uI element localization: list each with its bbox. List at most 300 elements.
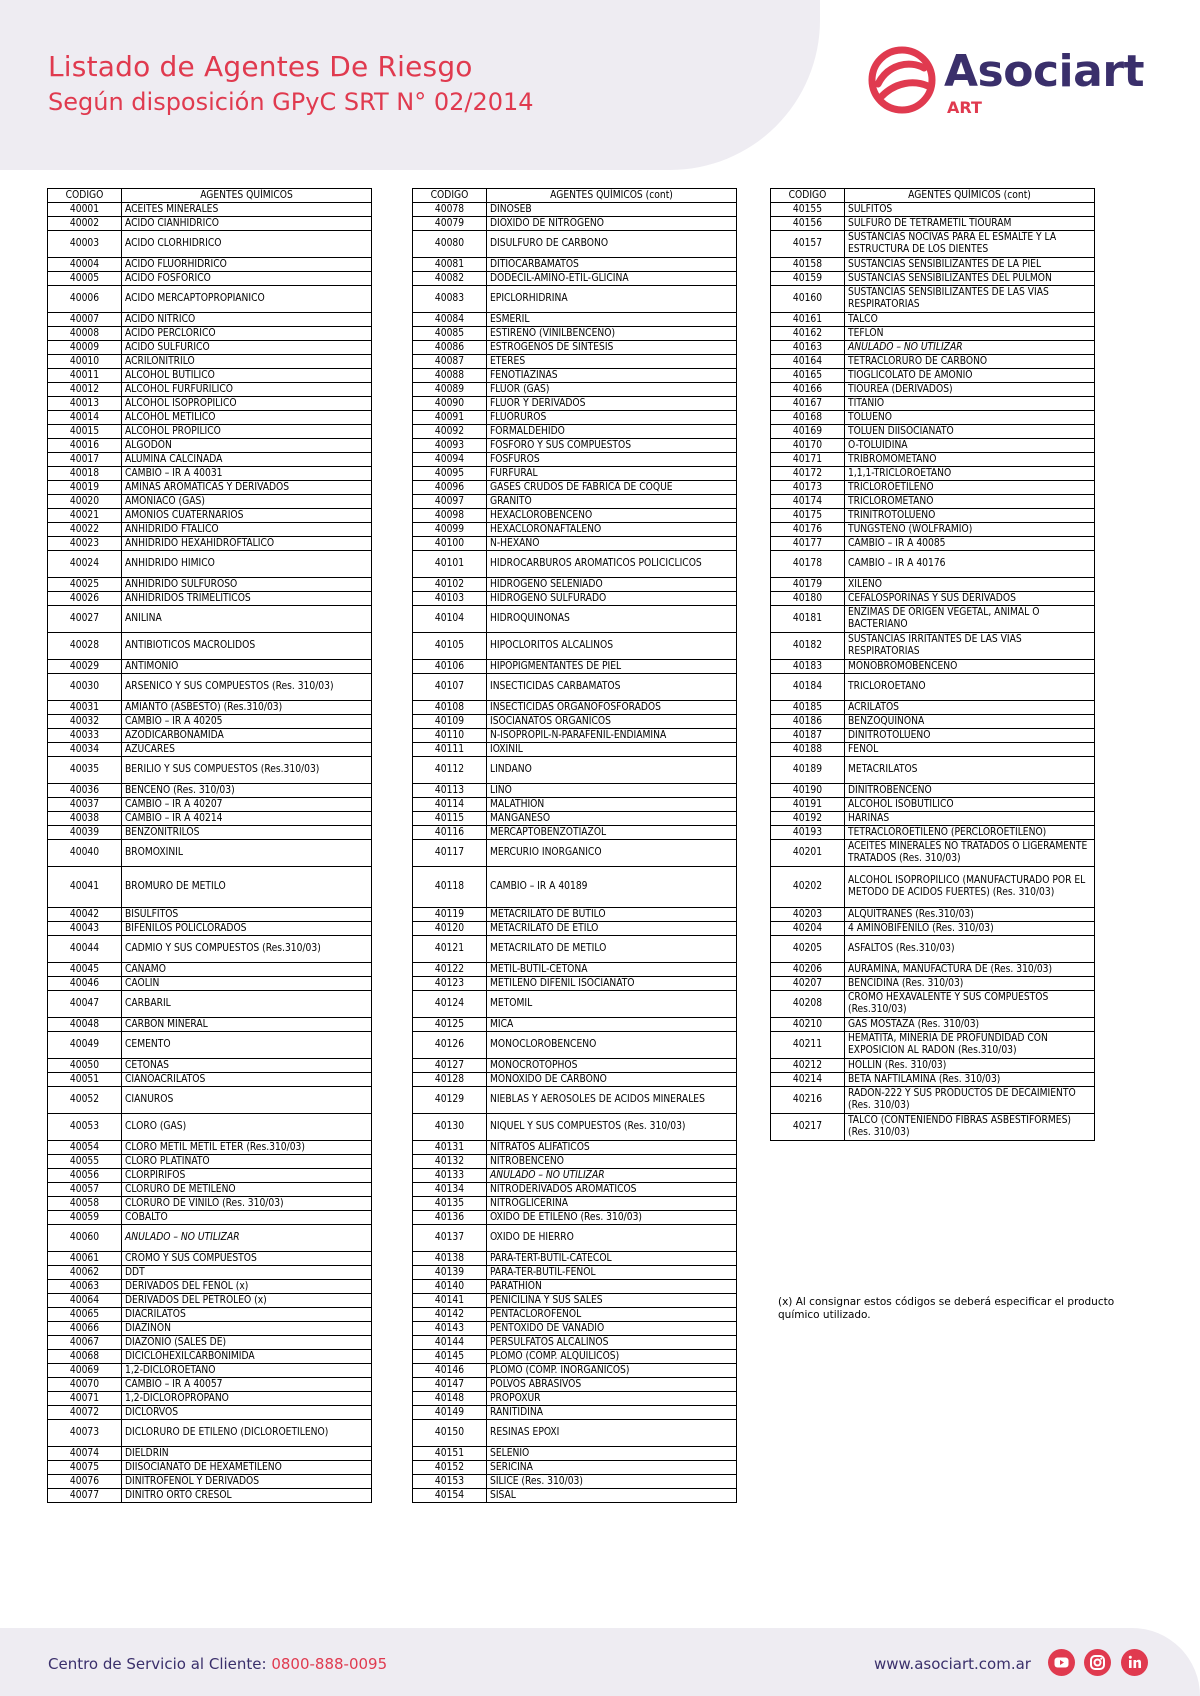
- table-row: [48, 936, 372, 963]
- table-row: [48, 1169, 372, 1183]
- agent-code: 40162: [771, 327, 845, 341]
- agent-name: DINOSEB: [487, 203, 737, 217]
- agent-name: ANULADO – NO UTILIZAR: [122, 1225, 372, 1252]
- agent-name: AMINAS AROMATICAS Y DERIVADOS: [122, 481, 372, 495]
- agent-name: FLUOR (GAS): [487, 383, 737, 397]
- agent-code: 40183: [771, 660, 845, 674]
- agent-name: COBALTO: [122, 1211, 372, 1225]
- table-row: [413, 784, 737, 798]
- agent-name: MICA: [487, 1018, 737, 1032]
- agent-code: 40035: [48, 757, 122, 784]
- table-row: [413, 977, 737, 991]
- agents-table-1: [47, 188, 372, 1503]
- agent-name: HIDROQUINONAS: [487, 606, 737, 633]
- table-row: [771, 523, 1095, 537]
- agent-name: TETRACLOROETILENO (PERCLOROETILENO): [845, 826, 1095, 840]
- table-row: [413, 397, 737, 411]
- agent-name: FLUORUROS: [487, 411, 737, 425]
- table-row: [48, 784, 372, 798]
- agent-name: TITANIO: [845, 397, 1095, 411]
- linkedin-icon[interactable]: [1121, 1649, 1148, 1676]
- agent-name: CEMENTO: [122, 1032, 372, 1059]
- agent-name: TRICLOROMETANO: [845, 495, 1095, 509]
- agent-code: 40094: [413, 453, 487, 467]
- agent-name: RESINAS EPOXI: [487, 1420, 737, 1447]
- agent-name: ACRILONITRILO: [122, 355, 372, 369]
- agent-code: 40074: [48, 1447, 122, 1461]
- customer-service-label: Centro de Servicio al Cliente:: [48, 1655, 272, 1673]
- agent-code: 40118: [413, 867, 487, 908]
- agent-name: CAMBIO – IR A 40057: [122, 1378, 372, 1392]
- agent-code: 40130: [413, 1114, 487, 1141]
- agent-name: MANGANESO: [487, 812, 737, 826]
- agent-code: 40134: [413, 1183, 487, 1197]
- table-row: [771, 840, 1095, 867]
- agent-name: CLORURO DE METILENO: [122, 1183, 372, 1197]
- agent-name: ACIDO PERCLORICO: [122, 327, 372, 341]
- agent-name: HARINAS: [845, 812, 1095, 826]
- agent-name: IOXINIL: [487, 743, 737, 757]
- agent-code: 40109: [413, 715, 487, 729]
- table-row: [48, 1392, 372, 1406]
- table-row: [771, 327, 1095, 341]
- agent-code: 40058: [48, 1197, 122, 1211]
- table-row: [771, 867, 1095, 908]
- agent-name: DICLORVOS: [122, 1406, 372, 1420]
- agent-code: 40104: [413, 606, 487, 633]
- agent-name: CLORO (GAS): [122, 1114, 372, 1141]
- table-row: [771, 743, 1095, 757]
- agent-code: 40005: [48, 272, 122, 286]
- agent-code: 40169: [771, 425, 845, 439]
- agent-name: ALCOHOL FURFURILICO: [122, 383, 372, 397]
- table-row: [48, 231, 372, 258]
- agent-code: 40055: [48, 1155, 122, 1169]
- agent-name: DIACRILATOS: [122, 1308, 372, 1322]
- instagram-icon[interactable]: [1084, 1649, 1111, 1676]
- table-row: [413, 1336, 737, 1350]
- agent-name: NITROBENCENO: [487, 1155, 737, 1169]
- youtube-icon[interactable]: [1048, 1649, 1075, 1676]
- agent-name: DIOXIDO DE NITROGENO: [487, 217, 737, 231]
- agent-code: 40116: [413, 826, 487, 840]
- agent-name: PENICILINA Y SUS SALES: [487, 1294, 737, 1308]
- agent-name: CAÑAMO: [122, 963, 372, 977]
- table-row: [413, 369, 737, 383]
- agent-code: 40159: [771, 272, 845, 286]
- agent-name: DIELDRIN: [122, 1447, 372, 1461]
- agent-code: 40110: [413, 729, 487, 743]
- agent-code: 40070: [48, 1378, 122, 1392]
- agent-name: BENCENO (Res. 310/03): [122, 784, 372, 798]
- table-row: [413, 798, 737, 812]
- table-row: [413, 1197, 737, 1211]
- agent-name: CAMBIO – IR A 40205: [122, 715, 372, 729]
- table-row: [48, 743, 372, 757]
- agent-name: ANILINA: [122, 606, 372, 633]
- table-row: [48, 1280, 372, 1294]
- table-row: [413, 715, 737, 729]
- agent-name: TRINITROTOLUENO: [845, 509, 1095, 523]
- agent-code: 40050: [48, 1059, 122, 1073]
- table-row: [413, 1087, 737, 1114]
- agent-code: 40052: [48, 1087, 122, 1114]
- table-row: [413, 592, 737, 606]
- agent-name: DICICLOHEXILCARBONIMIDA: [122, 1350, 372, 1364]
- agent-name: METILENO DIFENIL ISOCIANATO: [487, 977, 737, 991]
- agent-code: 40089: [413, 383, 487, 397]
- agent-name: SISAL: [487, 1489, 737, 1503]
- brand-logo[interactable]: [868, 44, 1168, 120]
- brand-sub: ART: [947, 98, 982, 117]
- table-row: [771, 467, 1095, 481]
- agent-code: 40143: [413, 1322, 487, 1336]
- table-row: [413, 701, 737, 715]
- agent-code: 40039: [48, 826, 122, 840]
- table-row: [413, 1211, 737, 1225]
- agent-code: 40079: [413, 217, 487, 231]
- table-row: [413, 1461, 737, 1475]
- table-row: [771, 606, 1095, 633]
- table-row: [48, 578, 372, 592]
- table-row: [413, 812, 737, 826]
- agent-name: DINITROBENCENO: [845, 784, 1095, 798]
- table-row: [48, 1447, 372, 1461]
- table-row: [48, 1018, 372, 1032]
- agent-code: 40042: [48, 908, 122, 922]
- agent-code: 40048: [48, 1018, 122, 1032]
- website-link[interactable]: www.asociart.com.ar: [874, 1655, 1031, 1673]
- table-row: [48, 1087, 372, 1114]
- agent-code: 40014: [48, 411, 122, 425]
- agent-code: 40115: [413, 812, 487, 826]
- agent-name: FOSFUROS: [487, 453, 737, 467]
- agent-code: 40020: [48, 495, 122, 509]
- agent-code: 40023: [48, 537, 122, 551]
- agent-code: 40006: [48, 286, 122, 313]
- table-row: [48, 1322, 372, 1336]
- agent-code: 40179: [771, 578, 845, 592]
- table-row: [48, 1461, 372, 1475]
- table-row: [771, 203, 1095, 217]
- table-row: [413, 757, 737, 784]
- table-row: [771, 729, 1095, 743]
- table-row: [413, 1018, 737, 1032]
- agent-code: 40188: [771, 743, 845, 757]
- agent-code: 40204: [771, 922, 845, 936]
- agent-code: 40059: [48, 1211, 122, 1225]
- table-row: [48, 1266, 372, 1280]
- table-row: [48, 467, 372, 481]
- table-row: [771, 411, 1095, 425]
- agent-code: 40017: [48, 453, 122, 467]
- agent-code: 40081: [413, 258, 487, 272]
- table-row: [48, 425, 372, 439]
- table-row: [771, 397, 1095, 411]
- agent-code: 40157: [771, 231, 845, 258]
- table-row: [771, 383, 1095, 397]
- agent-code: 40125: [413, 1018, 487, 1032]
- table-row: [48, 715, 372, 729]
- agent-name: RADON-222 Y SUS PRODUCTOS DE DECAIMIENTO (Res. 310/03): [845, 1087, 1095, 1114]
- agent-name: ACEITES MINERALES: [122, 203, 372, 217]
- table-row: [771, 551, 1095, 578]
- table-row: [413, 578, 737, 592]
- table-row: [48, 1378, 372, 1392]
- agent-code: 40122: [413, 963, 487, 977]
- table-row: [771, 481, 1095, 495]
- table-row: [48, 840, 372, 867]
- agent-code: 40206: [771, 963, 845, 977]
- agent-name: ALUMINA CALCINADA: [122, 453, 372, 467]
- agent-name: HIPOCLORITOS ALCALINOS: [487, 633, 737, 660]
- agent-code: 40171: [771, 453, 845, 467]
- table-body: [413, 203, 737, 1503]
- agent-code: 40117: [413, 840, 487, 867]
- table-row: [48, 495, 372, 509]
- page-title: Listado de Agentes De Riesgo: [48, 50, 473, 83]
- agent-code: 40072: [48, 1406, 122, 1420]
- table-row: [413, 660, 737, 674]
- table-row: [771, 578, 1095, 592]
- agent-name: ANHIDRIDO FTALICO: [122, 523, 372, 537]
- agent-name: DODECIL-AMINO-ETIL-GLICINA: [487, 272, 737, 286]
- agent-name: DINITROTOLUENO: [845, 729, 1095, 743]
- agent-name: 1,1,1-TRICLOROETANO: [845, 467, 1095, 481]
- agent-name: OXIDO DE ETILENO (Res. 310/03): [487, 1211, 737, 1225]
- table-row: [413, 936, 737, 963]
- agent-name: DITIOCARBAMATOS: [487, 258, 737, 272]
- agent-code: 40150: [413, 1420, 487, 1447]
- agent-name: TIOUREA (DERIVADOS): [845, 383, 1095, 397]
- table-row: [48, 258, 372, 272]
- agent-code: 40068: [48, 1350, 122, 1364]
- agent-code: 40034: [48, 743, 122, 757]
- table-row: [413, 1308, 737, 1322]
- agent-name: CETONAS: [122, 1059, 372, 1073]
- agent-name: EPICLORHIDRINA: [487, 286, 737, 313]
- agent-code: 40083: [413, 286, 487, 313]
- table-row: [771, 922, 1095, 936]
- table-row: [48, 481, 372, 495]
- table-row: [48, 439, 372, 453]
- agent-name: CIANOACRILATOS: [122, 1073, 372, 1087]
- agent-name: LINO: [487, 784, 737, 798]
- agent-code: 40132: [413, 1155, 487, 1169]
- column-header-code: CODIGO: [771, 189, 845, 203]
- agent-code: 40027: [48, 606, 122, 633]
- table-row: [48, 592, 372, 606]
- agent-code: 40008: [48, 327, 122, 341]
- agent-code: 40177: [771, 537, 845, 551]
- agent-code: 40170: [771, 439, 845, 453]
- agent-name: CADMIO Y SUS COMPUESTOS (Res.310/03): [122, 936, 372, 963]
- agent-code: 40140: [413, 1280, 487, 1294]
- agent-name: NITRATOS ALIFATICOS: [487, 1141, 737, 1155]
- agent-name: PENTACLOROFENOL: [487, 1308, 737, 1322]
- agent-code: 40168: [771, 411, 845, 425]
- agent-code: 40155: [771, 203, 845, 217]
- table-row: [48, 217, 372, 231]
- table-row: [48, 867, 372, 908]
- agent-code: 40108: [413, 701, 487, 715]
- agent-code: 40202: [771, 867, 845, 908]
- table-row: [48, 1225, 372, 1252]
- table-row: [413, 1489, 737, 1503]
- table-row: [771, 1114, 1095, 1141]
- table-row: [771, 798, 1095, 812]
- agent-code: 40073: [48, 1420, 122, 1447]
- table-row: [771, 231, 1095, 258]
- agent-code: 40041: [48, 867, 122, 908]
- agent-code: 40187: [771, 729, 845, 743]
- agent-name: HIDROCARBUROS AROMATICOS POLICICLICOS: [487, 551, 737, 578]
- table-row: [413, 1280, 737, 1294]
- table-row: [413, 523, 737, 537]
- agent-name: TUNGSTENO (WOLFRAMIO): [845, 523, 1095, 537]
- agent-code: 40084: [413, 313, 487, 327]
- agent-code: 40025: [48, 578, 122, 592]
- table-row: [413, 1447, 737, 1461]
- agent-name: CLORO METIL METIL ETER (Res.310/03): [122, 1141, 372, 1155]
- agent-name: ENZIMAS DE ORIGEN VEGETAL, ANIMAL O BACTERIANO: [845, 606, 1095, 633]
- agent-code: 40182: [771, 633, 845, 660]
- agent-code: 40201: [771, 840, 845, 867]
- agent-name: BERILIO Y SUS COMPUESTOS (Res.310/03): [122, 757, 372, 784]
- agent-code: 40208: [771, 991, 845, 1018]
- agent-code: 40121: [413, 936, 487, 963]
- agent-name: SUSTANCIAS SENSIBILIZANTES DE LAS VIAS RESPIRATORIAS: [845, 286, 1095, 313]
- table-row: [413, 495, 737, 509]
- agent-name: 4 AMINOBIFENILO (Res. 310/03): [845, 922, 1095, 936]
- agent-name: CAMBIO – IR A 40207: [122, 798, 372, 812]
- agent-name: ALQUITRANES (Res.310/03): [845, 908, 1095, 922]
- agent-code: 40180: [771, 592, 845, 606]
- agent-name: METIL-BUTIL-CETONA: [487, 963, 737, 977]
- agent-code: 40120: [413, 922, 487, 936]
- agent-code: 40146: [413, 1364, 487, 1378]
- agent-name: CAOLIN: [122, 977, 372, 991]
- agent-name: TIOGLICOLATO DE AMONIO: [845, 369, 1095, 383]
- agent-code: 40114: [413, 798, 487, 812]
- agent-name: ANHIDRIDO SULFUROSO: [122, 578, 372, 592]
- agent-name: HEXACLOROBENCENO: [487, 509, 737, 523]
- table-row: [48, 633, 372, 660]
- agent-name: ALCOHOL PROPILICO: [122, 425, 372, 439]
- agent-name: LINDANO: [487, 757, 737, 784]
- agent-name: NIQUEL Y SUS COMPUESTOS (Res. 310/03): [487, 1114, 737, 1141]
- table-row: [413, 1225, 737, 1252]
- agent-name: METOMIL: [487, 991, 737, 1018]
- table-row: [48, 922, 372, 936]
- agent-code: 40043: [48, 922, 122, 936]
- agent-code: 40078: [413, 203, 487, 217]
- table-row: [48, 991, 372, 1018]
- table-row: [48, 1252, 372, 1266]
- agent-code: 40165: [771, 369, 845, 383]
- agent-name: NITROGLICERINA: [487, 1197, 737, 1211]
- agent-name: POLVOS ABRASIVOS: [487, 1378, 737, 1392]
- agent-name: TOLUEN DIISOCIANATO: [845, 425, 1095, 439]
- agent-code: 40152: [413, 1461, 487, 1475]
- table-row: [48, 798, 372, 812]
- agent-code: 40097: [413, 495, 487, 509]
- agent-code: 40061: [48, 1252, 122, 1266]
- agent-name: BROMOXINIL: [122, 840, 372, 867]
- agent-code: 40151: [413, 1447, 487, 1461]
- agent-name: MONOCLOROBENCENO: [487, 1032, 737, 1059]
- agent-name: ACRILATOS: [845, 701, 1095, 715]
- agent-name: ACEITES MINERALES NO TRATADOS O LIGERAMENTE TRATADOS (Res. 310/03): [845, 840, 1095, 867]
- table-row: [48, 453, 372, 467]
- agent-name: ARSENICO Y SUS COMPUESTOS (Res. 310/03): [122, 674, 372, 701]
- table-row: [48, 1475, 372, 1489]
- agent-code: 40085: [413, 327, 487, 341]
- agent-name: TALCO: [845, 313, 1095, 327]
- table-row: [413, 1114, 737, 1141]
- agent-code: 40129: [413, 1087, 487, 1114]
- brand-name: Asociart: [944, 46, 1145, 97]
- agent-code: 40004: [48, 258, 122, 272]
- table-row: [48, 286, 372, 313]
- column-header-code: CODIGO: [48, 189, 122, 203]
- table-row: [413, 1350, 737, 1364]
- agent-code: 40133: [413, 1169, 487, 1183]
- agent-name: PENTOXIDO DE VANADIO: [487, 1322, 737, 1336]
- table-row: [771, 1032, 1095, 1059]
- agent-name: CAMBIO – IR A 40189: [487, 867, 737, 908]
- agent-name: 1,2-DICLOROETANO: [122, 1364, 372, 1378]
- table-row: [771, 286, 1095, 313]
- agent-code: 40028: [48, 633, 122, 660]
- agent-name: CLORO PLATINATO: [122, 1155, 372, 1169]
- agent-code: 40176: [771, 523, 845, 537]
- agent-code: 40100: [413, 537, 487, 551]
- table-row: [413, 537, 737, 551]
- phone-link[interactable]: 0800-888-0095: [271, 1655, 388, 1673]
- table-row: [771, 592, 1095, 606]
- agent-code: 40163: [771, 341, 845, 355]
- table-row: [48, 1406, 372, 1420]
- agent-code: 40149: [413, 1406, 487, 1420]
- agent-name: TALCO (CONTENIENDO FIBRAS ASBESTIFORMES) (Res. 310/03): [845, 1114, 1095, 1141]
- agent-name: ANHIDRIDO HEXAHIDROFTALICO: [122, 537, 372, 551]
- agent-name: N-HEXANO: [487, 537, 737, 551]
- table-row: [413, 963, 737, 977]
- agent-name: DIISOCIANATO DE HEXAMETILENO: [122, 1461, 372, 1475]
- table-row: [771, 674, 1095, 701]
- agent-name: O-TOLUIDINA: [845, 439, 1095, 453]
- table-row: [413, 1364, 737, 1378]
- table-row: [771, 453, 1095, 467]
- agent-name: METACRILATOS: [845, 757, 1095, 784]
- agent-code: 40067: [48, 1336, 122, 1350]
- agent-code: 40098: [413, 509, 487, 523]
- agent-code: 40217: [771, 1114, 845, 1141]
- table-row: [48, 1294, 372, 1308]
- agent-code: 40166: [771, 383, 845, 397]
- table-row: [48, 606, 372, 633]
- agent-name: PERSULFATOS ALCALINOS: [487, 1336, 737, 1350]
- agent-code: 40112: [413, 757, 487, 784]
- table-row: [48, 1197, 372, 1211]
- table-row: [771, 701, 1095, 715]
- agent-code: 40175: [771, 509, 845, 523]
- table-row: [48, 1073, 372, 1087]
- table-row: [48, 1059, 372, 1073]
- agent-code: 40216: [771, 1087, 845, 1114]
- agent-name: PLOMO (COMP. INORGANICOS): [487, 1364, 737, 1378]
